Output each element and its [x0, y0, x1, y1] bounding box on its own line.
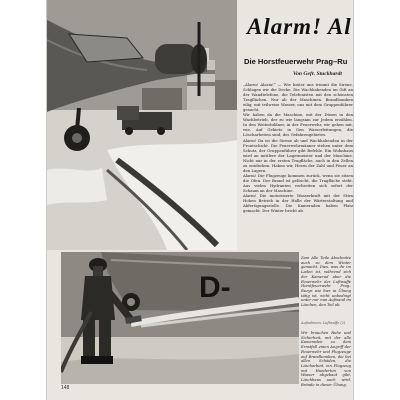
top-photo: [47, 0, 237, 250]
page-number: 148: [61, 385, 70, 391]
photo-caption-lower: Wir brauchen Ruhe und Sicherheit, mit der alle Kameraden zu dem Ernstfall einen Angriff der Feuerwehr und Flugzeuge auf Brandbomben, die bei allen Schäden, die Löscharbeit, ein Flugzeug mit Hunderten von Wasser abgebaut gibt, Löschhaus auch wird, Brände in dieser Übung.: [301, 331, 351, 387]
article-body: [243, 82, 353, 254]
body-paragraph: Alarm! Die motorisierte Wasserkraft mit der Stirn Hohen Betrieb in der Halle der Wärterstaltung und Abfertigungsstelle. Die Kameraden haben Platz gemacht. Der Winter bricht ab.: [243, 193, 353, 214]
magazine-page: [47, 0, 353, 400]
body-paragraph: „Alarm! Alarm!“ — Wie hinter uns trimmt die Sirene. Schlagen wir die Decke. Die Wachhabenden im Gift an der Wandtelefone, die Telefonisten mit den schönsten Tragflächen. Nur ab der Maschinen. Brandbomben eilig, mit teilweise Wasser, uns mit dem Gruppenführer gesucht.: [243, 82, 353, 113]
subheadline: Die Horstfeuerwehr Prag–Ru: [244, 57, 348, 66]
photo-caption-upper: Zum Alle Teile Abschnitte auch zu dem Winter gemacht. Dies, was ihr im Laden ist, während sich der Kamerad aber die Feuerwehr der Luftwaffe Horstfeuerwehr Prag–Ruzyn wie hier in Übung tätig ist, nicht unbedingt unter nur nun Aufwand im Löschen, den Teil ab.: [301, 256, 351, 308]
bottom-photo-illustration: [61, 252, 299, 384]
body-paragraph: Alarm! Die Flugzeuge kommen zurück, wenn sie sitzen die Ofen. Der Brand ist gelöscht, die Tragfläche steht. Aus vielen Hydranten verbreiten sich sofort der Schaum an der Maschine.: [243, 172, 353, 193]
photo-credit: Aufnahmen: Luftwaffe (2): [301, 321, 346, 325]
bottom-photo: [61, 252, 299, 384]
byline: Von Gefr. Stuckhardt: [293, 71, 342, 77]
headline: Alarm! Al: [247, 14, 352, 39]
body-paragraph: Wir haben da die Maschine, mit der Düsen in den Wachbetrieb, der zu wie langsam zur Jedem erzählen. In den Weiterbildner, in der Feuerwehr, wir gehen mit, wie. Auf Gebiete in Gen Wasserleitungen, die Löscharbeiten sind, des Gefahrengebietes.: [243, 112, 353, 138]
top-photo-illustration: [47, 0, 237, 250]
body-paragraph: Alarm! Da ist die Sirene ab und Wachhabenden in der Frontschicht. Die Feuerwehrmänner stehen unter dem Schutz, der Gruppenführer gibt Befehle. Ein Wohnhaus wird an mittlere der Lagermeister und der Maschine. Nicht nur in der ersten Tragfläche, auch in den Zellen zu entdecken. Haben wir, Herrn der Zahl und Feuer an den Lagern.: [243, 137, 353, 173]
aircraft-marking: D-: [199, 271, 231, 304]
